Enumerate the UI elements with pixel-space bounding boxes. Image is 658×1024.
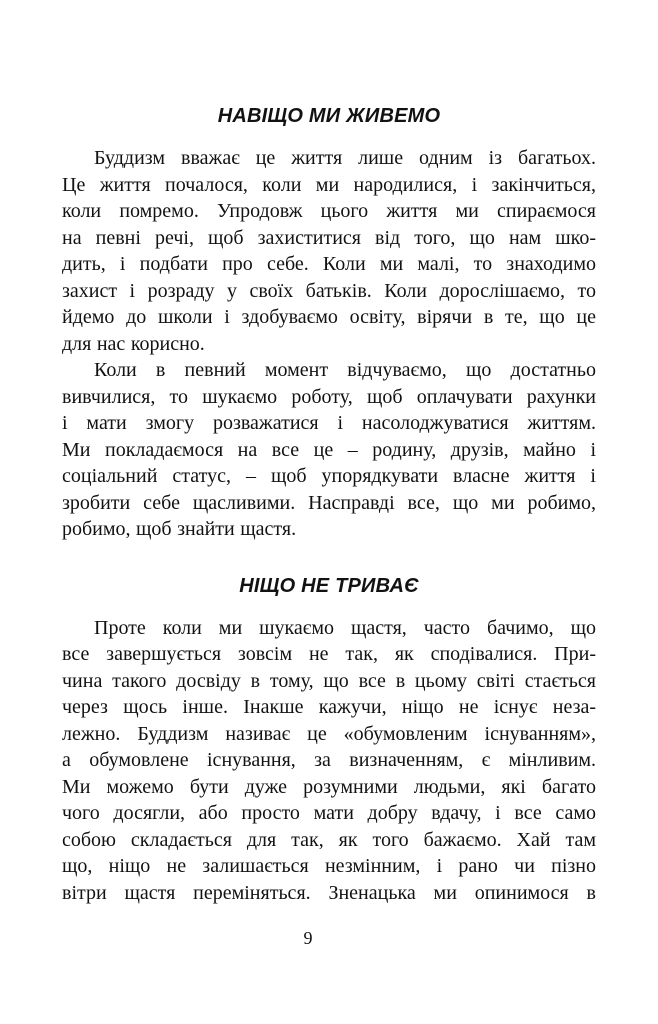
- text-line: вітри щастя переміняться. Зненацька ми опинимося в: [62, 881, 596, 904]
- text-line: Це життя почалося, коли ми народилися, і закінчиться,: [62, 173, 596, 196]
- text-line: Ми можемо бути дуже розумними людьми, які багато: [62, 775, 596, 798]
- text-line: чина такого досвіду в тому, що все в цьому світі стається: [62, 669, 596, 692]
- section: [62, 104, 596, 543]
- text-line: на певні речі, щоб захиститися від того, що нам шко-: [62, 226, 596, 249]
- text-line: а обумовлене існування, за визначенням, є мінливим.: [62, 749, 596, 771]
- text-line: дить, і подбати про себе. Коли ми малі, то знаходимо: [62, 253, 596, 275]
- text-column: [62, 104, 596, 906]
- text-line: вивчилися, то шукаємо роботу, щоб оплачувати рахунки: [62, 385, 596, 408]
- text-line: чого досягли, або просто мати добру вдачу, і все само: [62, 802, 596, 824]
- text-line: зробити себе щасливими. Насправді все, що ми робимо,: [62, 491, 596, 514]
- section-heading: НАВІЩО МИ ЖИВЕМО: [217, 105, 441, 127]
- text-line: йдемо до школи і здобуваємо освіту, вірячи в те, що це: [62, 306, 596, 328]
- text-line: соціальний статус, – щоб упорядкувати власне життя і: [62, 465, 596, 487]
- text-line: собою складається для так, як того бажаємо. Хай там: [62, 828, 596, 851]
- text-line: що, ніщо не залишається незмінним, і рано чи пізно: [62, 855, 596, 877]
- section: [62, 574, 596, 907]
- text-line: Ми покладаємося на все це – родину, друзів, майно і: [62, 438, 596, 461]
- text-line: і мати змогу розважатися і насолоджуватися життям.: [62, 412, 596, 434]
- page-number: 9: [303, 928, 313, 948]
- text-line: захист і розраду у своїх батьків. Коли дорослішаємо, то: [62, 279, 596, 302]
- text-line: все завершується зовсім не так, як сподівалися. При-: [62, 643, 596, 665]
- text-line: через щось інше. Інакше кажучи, ніщо не існує неза-: [62, 696, 596, 718]
- text-line: коли помремо. Упродовж цього життя ми спираємося: [62, 200, 596, 222]
- paragraph: [62, 145, 596, 357]
- text-line: для нас корисно.: [62, 332, 205, 355]
- paragraph: [62, 615, 596, 907]
- text-line: Буддизм вважає це життя лише одним із багатьох.: [94, 147, 596, 169]
- text-line: Проте коли ми шукаємо щастя, часто бачимо, що: [94, 616, 596, 639]
- paragraph: [62, 357, 596, 543]
- text-line: Коли в певний момент відчуваємо, що достатньо: [94, 359, 596, 381]
- section-heading: НІЩО НЕ ТРИВАЄ: [239, 574, 419, 597]
- text-line: робимо, щоб знайти щастя.: [62, 518, 297, 540]
- text-line: лежно. Буддизм називає це «обумовленим існуванням»,: [62, 722, 596, 745]
